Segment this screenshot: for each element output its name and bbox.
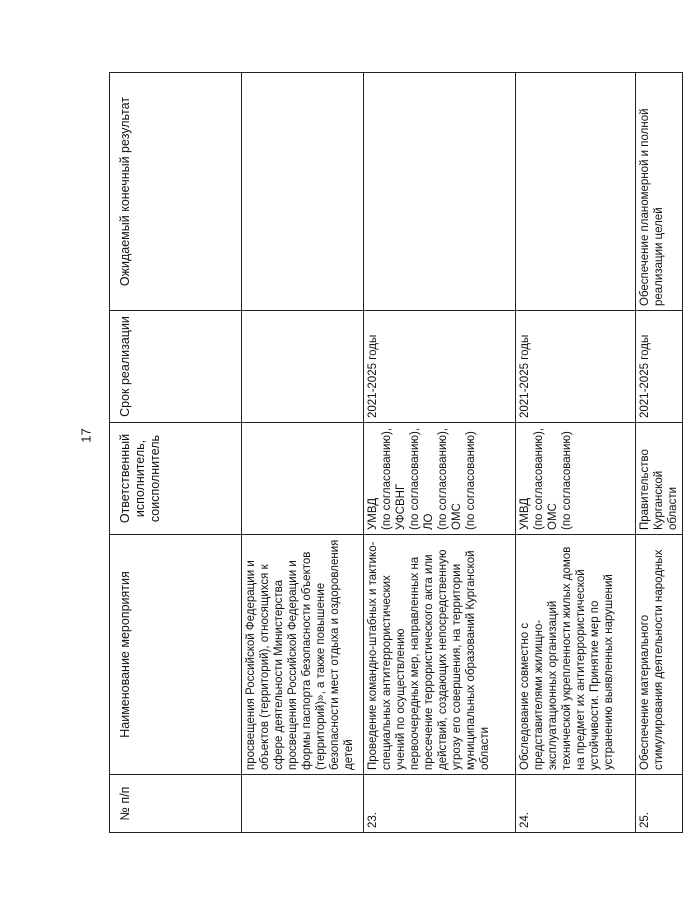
page-number: 17 (78, 428, 94, 443)
cell-result: Обеспечение планомерной и полной реализации целей (636, 73, 683, 311)
header-responsible: Ответственный исполнитель, соисполнитель (110, 423, 242, 535)
table-row (516, 73, 636, 833)
cell-result (364, 73, 516, 311)
table-row (242, 73, 364, 833)
cell-responsible: УМВД (по согласованию), УФСВНГ (по согласованию), ЛО (по согласованию), ОМС (по согласованию) (364, 423, 516, 535)
cell-term: 2021-2025 годы (516, 311, 636, 423)
cell-responsible (242, 423, 364, 535)
header-name: Наименование мероприятия (110, 535, 242, 775)
cell-responsible: Правительство Курганской области (636, 423, 683, 535)
cell-responsible: УМВД (по согласованию), ОМС (по согласованию) (516, 423, 636, 535)
table-row (636, 73, 683, 833)
table-row (364, 73, 516, 833)
cell-name: просвещения Российской Федерации и объектов (территорий), относящихся к сфере деятельности Министерства просвещения Российской Федерации и формы паспорта безопасности объектов (территорий)», а также повышение безопасности мест отдыха и оздоровления детей (242, 535, 364, 775)
header-result: Ожидаемый конечный результат (110, 73, 242, 311)
cell-name: Обследование совместно с представителями жилищно-эксплуатационных организаций технической укрепленности жилых домов на предмет их антитеррористической устойчивости. Принятие мер по устранению выявленных нарушений (516, 535, 636, 775)
cell-name: Проведение командно-штабных и тактико-специальных антитеррористических учений по осуществлению первоочередных мер, направленных на пресечение террористического акта или действий, создающих непосредственную угрозу его совершения, на территории муниципальных образований Курганской области (364, 535, 516, 775)
cell-term (242, 311, 364, 423)
cell-name: Обеспечение материального стимулирования деятельности народных (636, 535, 683, 775)
measures-table (109, 72, 683, 833)
header-term: Срок реализации (110, 311, 242, 423)
cell-num: 24. (516, 775, 636, 833)
cell-term: 2021-2025 годы (364, 311, 516, 423)
table-header-row (110, 73, 242, 833)
cell-num: 23. (364, 775, 516, 833)
cell-term: 2021-2025 годы (636, 311, 683, 423)
cell-num: 25. (636, 775, 683, 833)
header-num: № п/п (110, 775, 242, 833)
rotated-table-container (109, 73, 679, 833)
cell-result (242, 73, 364, 311)
cell-result (516, 73, 636, 311)
cell-num (242, 775, 364, 833)
